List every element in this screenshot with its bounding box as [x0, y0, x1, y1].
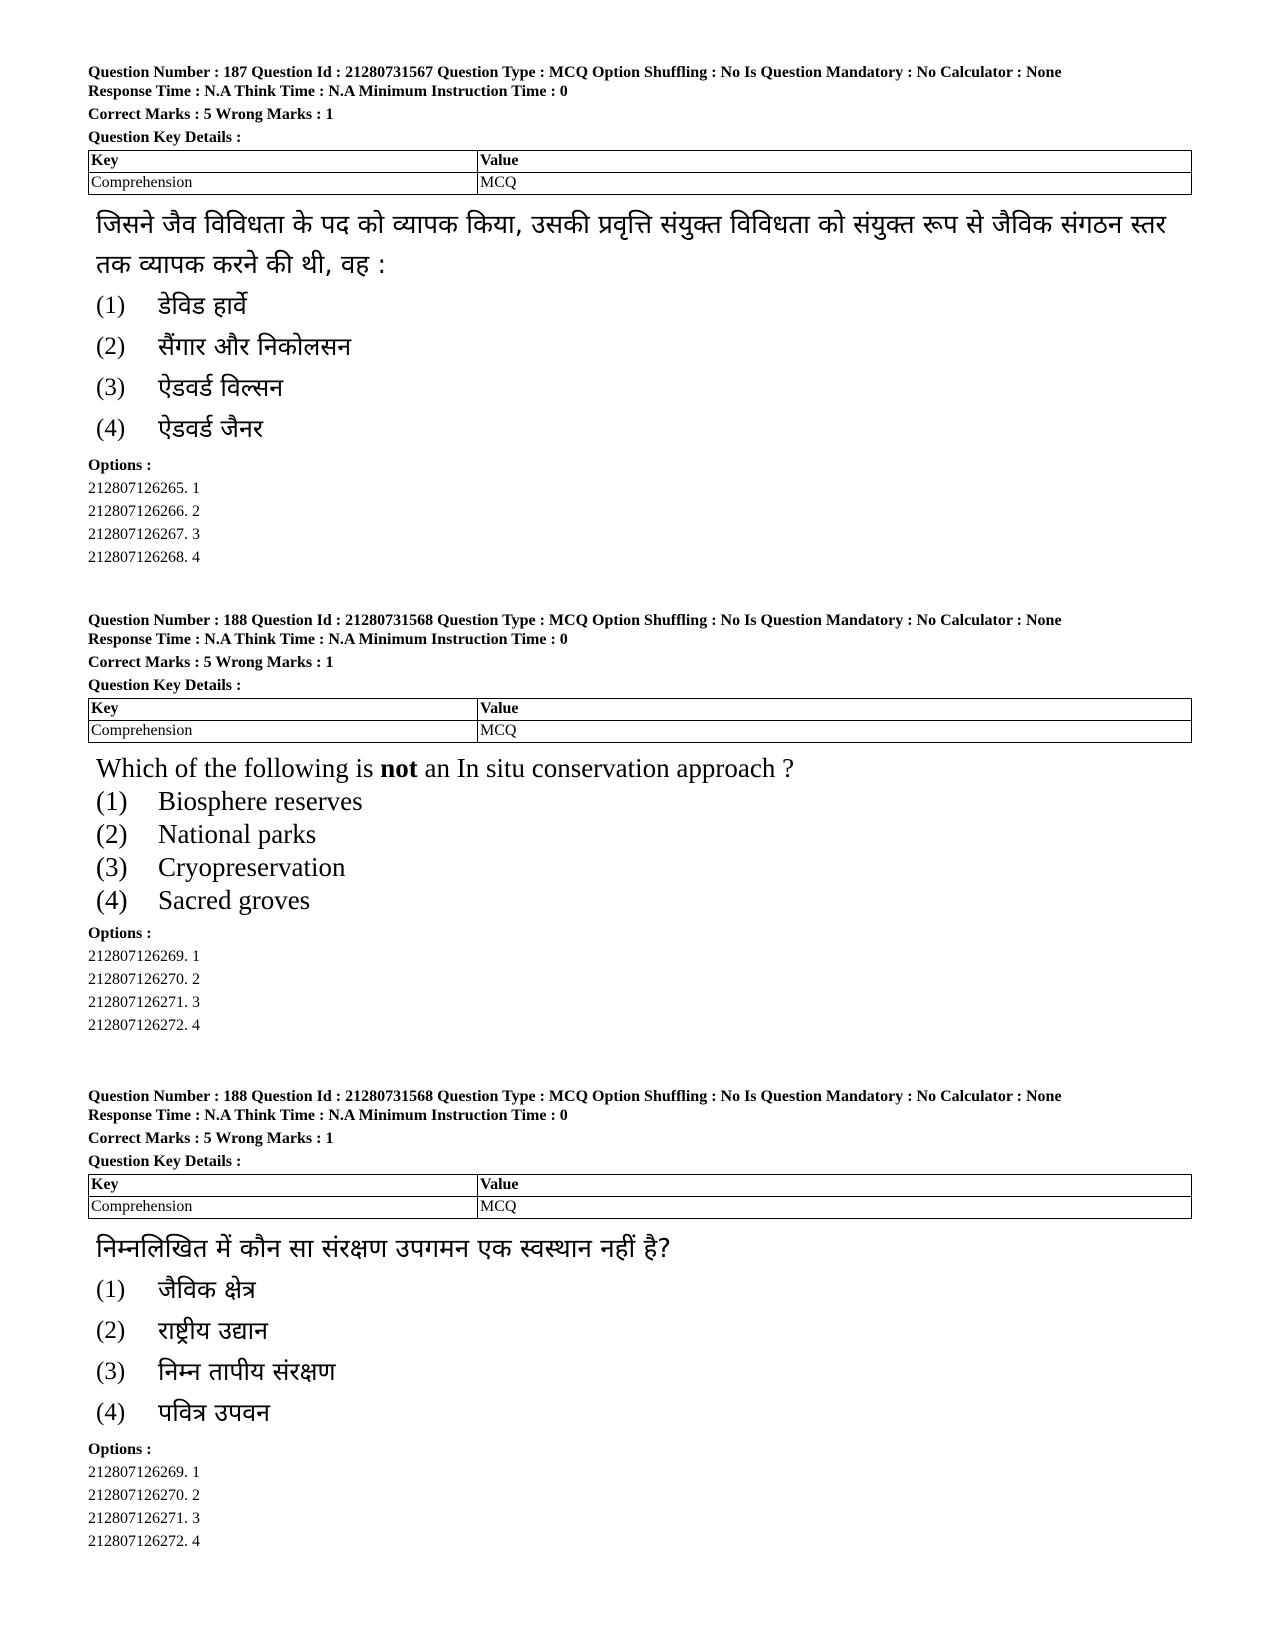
- choice-text: पवित्र उपवन: [158, 1398, 270, 1427]
- key-details-row: [89, 721, 1192, 743]
- answer-choice: [96, 285, 1192, 326]
- choice-text: डेविड हार्वे: [158, 291, 247, 320]
- key-details-header-row: [89, 699, 1192, 721]
- value-header: Value: [478, 699, 1192, 721]
- choice-number: (1): [96, 1276, 126, 1303]
- option-id: 212807126272. 4: [88, 1533, 200, 1550]
- answer-choice: [96, 818, 1192, 851]
- question-meta-line2: Response Time : N.A Think Time : N.A Minimum Instruction Time : 0: [88, 631, 568, 648]
- value-header: Value: [478, 1175, 1192, 1197]
- key-cell: Comprehension: [89, 173, 478, 195]
- choice-number: (3): [96, 1358, 126, 1385]
- option-id: 212807126271. 3: [88, 1510, 200, 1527]
- question-meta-line1: Question Number : 188 Question Id : 21280731568 Question Type : MCQ Option Shuffling : No Is Question Mandatory : No Calculator : None: [88, 612, 1062, 629]
- key-details-row: [89, 173, 1192, 195]
- option-id: 212807126271. 3: [88, 994, 200, 1011]
- option-id: 212807126268. 4: [88, 549, 200, 566]
- key-details-header-row: [89, 151, 1192, 173]
- key-details-label: Question Key Details :: [88, 677, 242, 694]
- question-stem: [96, 751, 1192, 785]
- answer-choice: [96, 1310, 1192, 1351]
- choice-number: (3): [96, 374, 126, 401]
- answer-choice: [96, 1269, 1192, 1310]
- choice-number: (1): [96, 292, 126, 319]
- question-meta-line2: Response Time : N.A Think Time : N.A Minimum Instruction Time : 0: [88, 83, 568, 100]
- choice-text: ऐडवर्ड जैनर: [158, 414, 264, 443]
- question-meta-line2: Response Time : N.A Think Time : N.A Minimum Instruction Time : 0: [88, 1107, 568, 1124]
- option-id: 212807126265. 1: [88, 480, 200, 497]
- key-header: Key: [89, 1175, 478, 1197]
- value-cell: MCQ: [478, 173, 1192, 195]
- question-meta-line1: Question Number : 188 Question Id : 21280731568 Question Type : MCQ Option Shuffling : No Is Question Mandatory : No Calculator : None: [88, 1088, 1062, 1105]
- choice-text: Biosphere reserves: [158, 786, 363, 816]
- choice-number: (4): [96, 885, 128, 915]
- answer-choice: [96, 851, 1192, 884]
- option-id: 212807126269. 1: [88, 948, 200, 965]
- answer-choice: [96, 1351, 1192, 1392]
- choice-text: निम्न तापीय संरक्षण: [158, 1357, 336, 1386]
- marks-line: Correct Marks : 5 Wrong Marks : 1: [88, 1130, 334, 1147]
- key-details-table: [88, 698, 1192, 743]
- choice-text: Sacred groves: [158, 885, 311, 915]
- stem-text-part1: Which of the following is: [96, 753, 381, 783]
- choice-number: (4): [96, 415, 126, 442]
- choice-number: (3): [96, 852, 128, 882]
- answer-choice: [96, 326, 1192, 367]
- choice-number: (4): [96, 1399, 126, 1426]
- options-label: Options :: [88, 457, 152, 474]
- marks-line: Correct Marks : 5 Wrong Marks : 1: [88, 654, 334, 671]
- answer-choice: [96, 367, 1192, 408]
- answer-choice: [96, 1392, 1192, 1433]
- question-188-hindi: [88, 1087, 1192, 1553]
- key-details-table: [88, 150, 1192, 195]
- stem-text-part2: an In situ conservation approach ?: [417, 753, 795, 783]
- key-details-table: [88, 1174, 1192, 1219]
- key-cell: Comprehension: [89, 721, 478, 743]
- choice-text: ऐडवर्ड विल्सन: [158, 373, 284, 402]
- value-cell: MCQ: [478, 721, 1192, 743]
- marks-line: Correct Marks : 5 Wrong Marks : 1: [88, 106, 334, 123]
- question-187: [88, 63, 1192, 569]
- question-stem: जिसने जैव विविधता के पद को व्यापक किया, उसकी प्रवृत्ति संयुक्त विविधता को संयुक्त रूप से जैविक संगठन स्तर तक व्यापक करने की थी, वह :: [96, 210, 1167, 280]
- option-id: 212807126272. 4: [88, 1017, 200, 1034]
- choice-number: (2): [96, 819, 128, 849]
- choice-text: सैंगार और निकोलसन: [158, 332, 352, 361]
- choice-number: (2): [96, 1317, 126, 1344]
- stem-emphasis: not: [380, 753, 418, 783]
- choice-text: National parks: [158, 819, 317, 849]
- options-label: Options :: [88, 1441, 152, 1458]
- question-stem: निम्नलिखित में कौन सा संरक्षण उपगमन एक स्वस्थान नहीं है?: [96, 1234, 672, 1264]
- choice-number: (1): [96, 786, 128, 816]
- choice-text: Cryopreservation: [158, 852, 346, 882]
- key-header: Key: [89, 699, 478, 721]
- choice-text: राष्ट्रीय उद्यान: [158, 1316, 269, 1345]
- question-meta-line1: Question Number : 187 Question Id : 21280731567 Question Type : MCQ Option Shuffling : No Is Question Mandatory : No Calculator : None: [88, 64, 1062, 81]
- choice-text: जैविक क्षेत्र: [158, 1275, 256, 1304]
- key-cell: Comprehension: [89, 1197, 478, 1219]
- option-id: 212807126266. 2: [88, 503, 200, 520]
- choice-number: (2): [96, 333, 126, 360]
- option-id: 212807126269. 1: [88, 1464, 200, 1481]
- question-188-english: [88, 611, 1192, 1037]
- option-id: 212807126267. 3: [88, 526, 200, 543]
- option-id: 212807126270. 2: [88, 971, 200, 988]
- value-cell: MCQ: [478, 1197, 1192, 1219]
- answer-choice: [96, 785, 1192, 818]
- value-header: Value: [478, 151, 1192, 173]
- option-id: 212807126270. 2: [88, 1487, 200, 1504]
- key-details-label: Question Key Details :: [88, 1153, 242, 1170]
- options-label: Options :: [88, 925, 152, 942]
- key-header: Key: [89, 151, 478, 173]
- answer-choice: [96, 884, 1192, 917]
- key-details-row: [89, 1197, 1192, 1219]
- answer-choice: [96, 408, 1192, 449]
- key-details-label: Question Key Details :: [88, 129, 242, 146]
- key-details-header-row: [89, 1175, 1192, 1197]
